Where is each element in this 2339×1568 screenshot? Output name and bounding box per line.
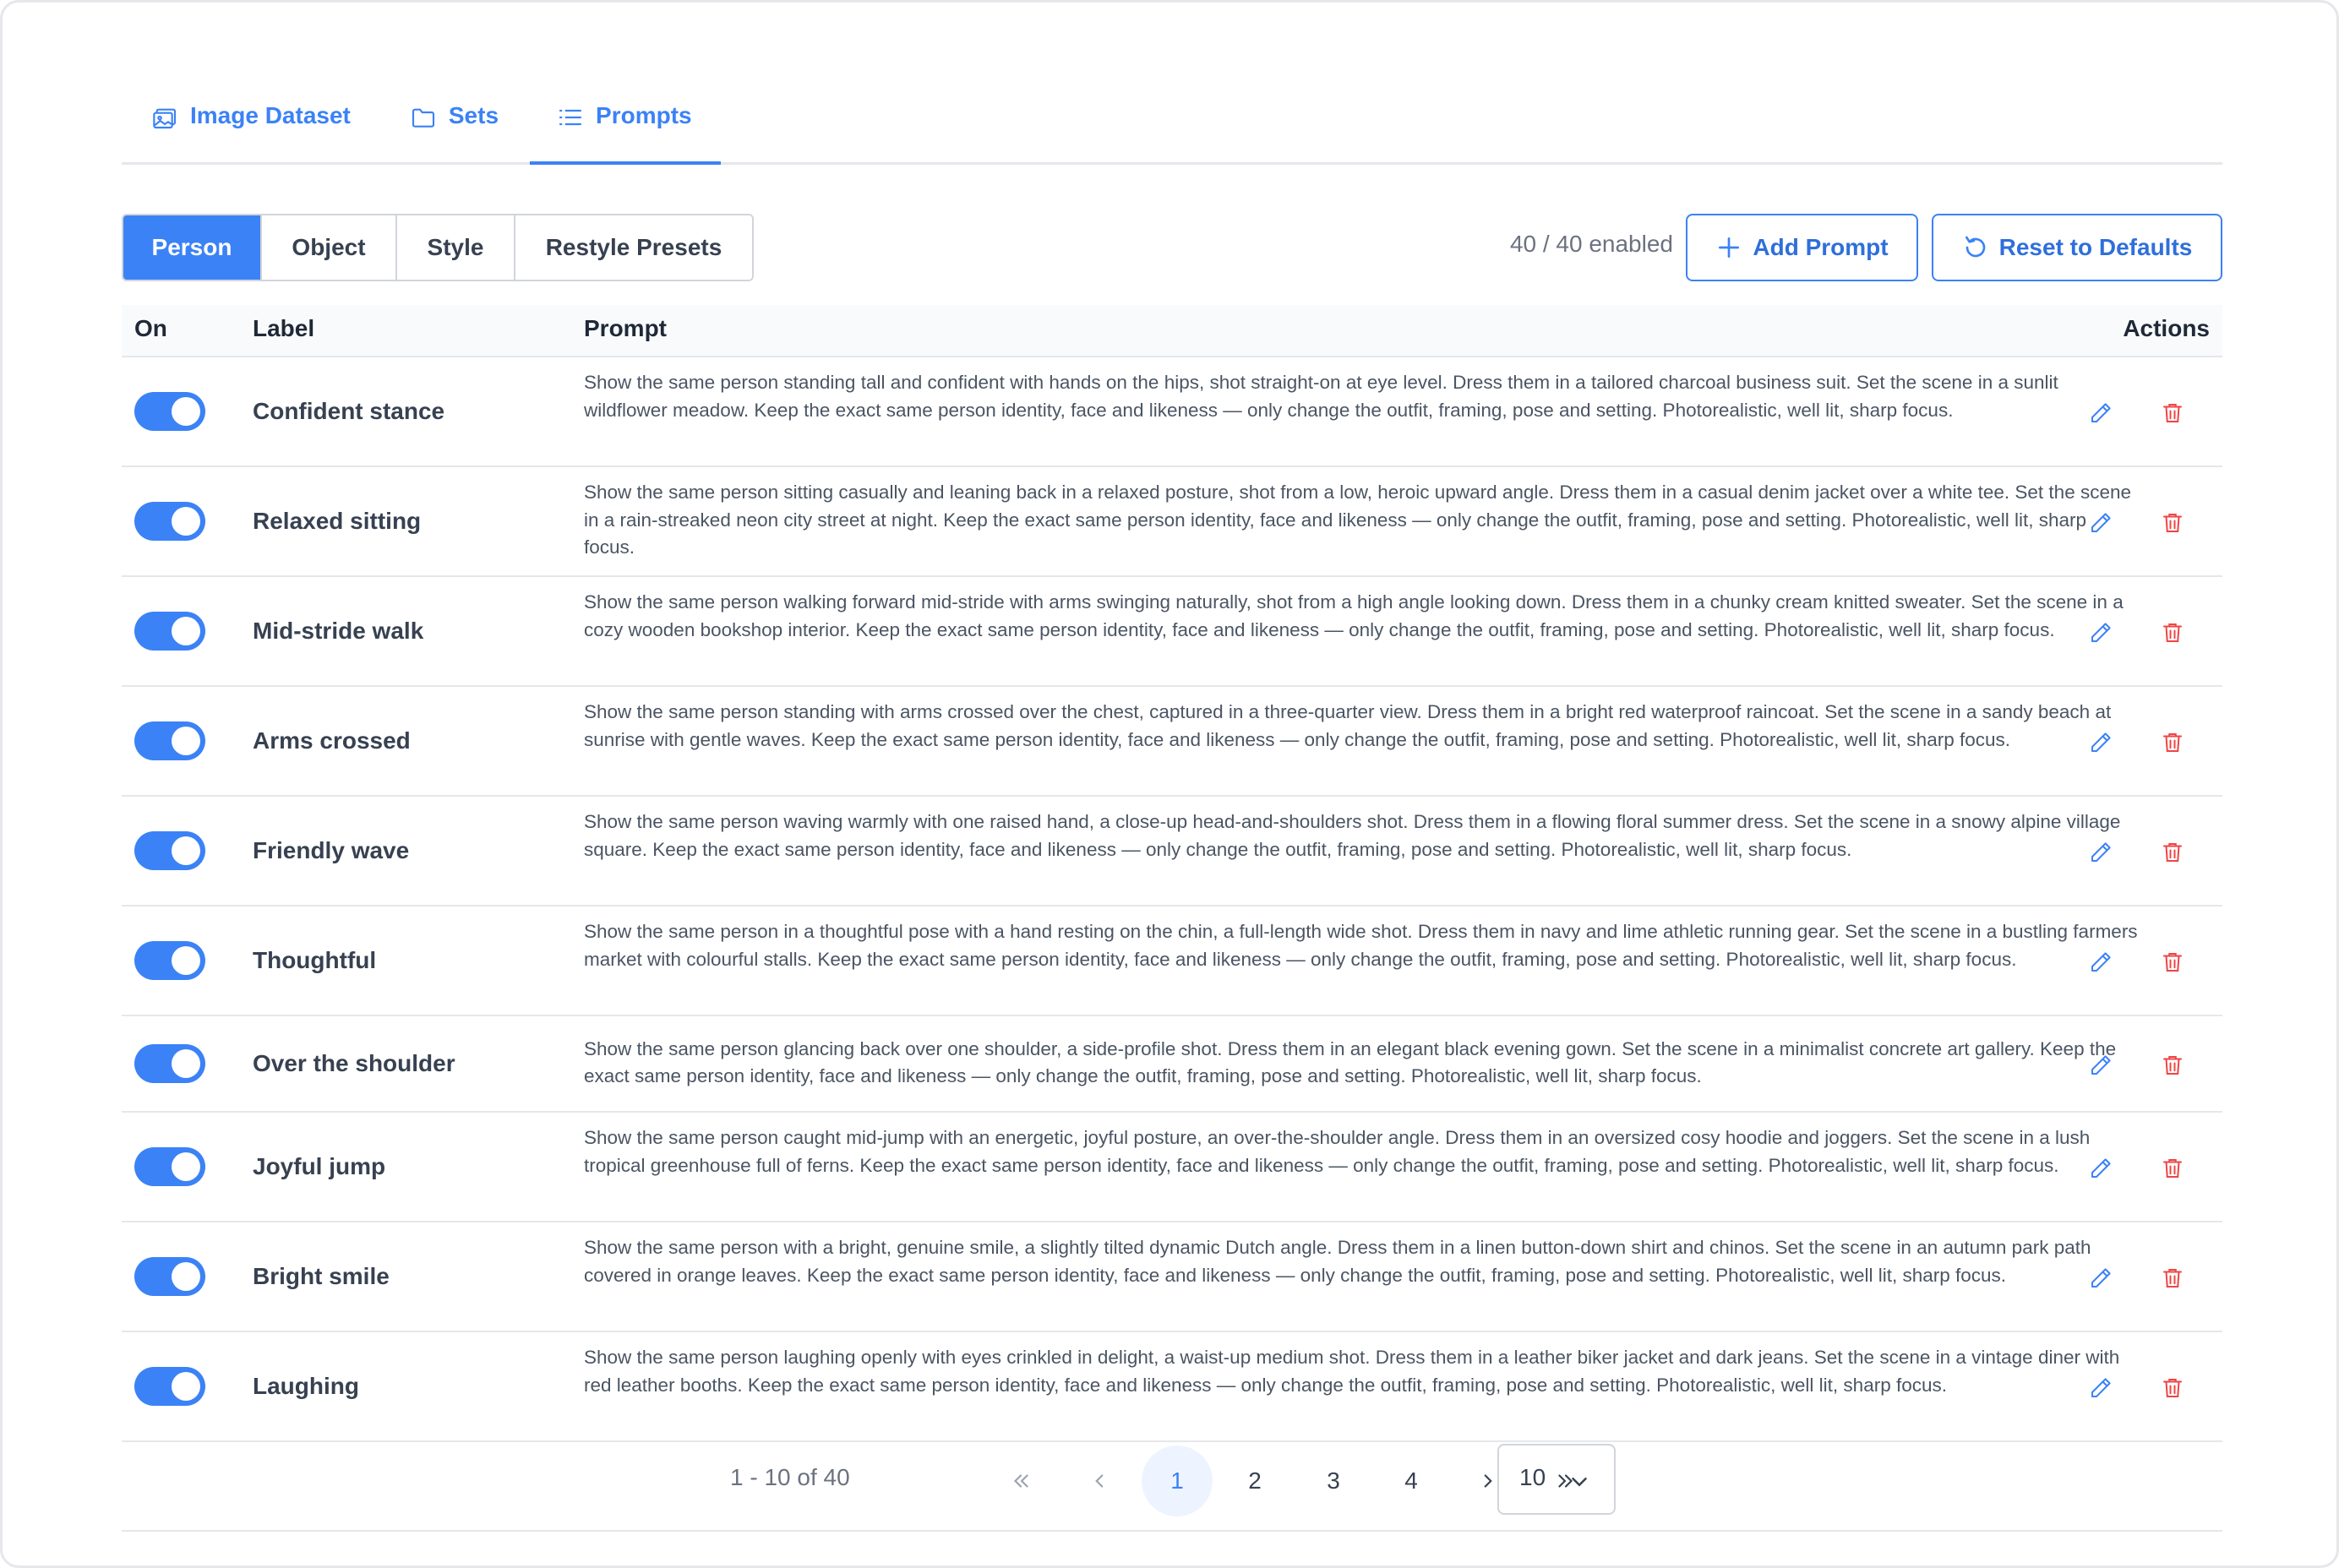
reset-label: Reset to Defaults	[1998, 234, 2193, 260]
enabled-toggle[interactable]	[134, 1147, 205, 1186]
pagination	[122, 1430, 2222, 1532]
category-object[interactable]: Object	[262, 215, 397, 280]
header-on: On	[134, 315, 167, 341]
prompt-label: Confident stance	[253, 398, 445, 424]
toggle-knob	[172, 946, 200, 975]
pagination-range: 1 - 10 of 40	[730, 1464, 850, 1490]
first-page-button[interactable]	[985, 1446, 1056, 1516]
toggle-knob	[172, 1262, 200, 1291]
prompt-text: Show the same person sitting casually and leaning back in a relaxed posture, shot from a low, heroic upward angle. Dress them in a casual denim jacket over a white tee. Set the scene in a rain-streaked neon city street at night. Keep the exact same person identity, face and likeness — only change the outfit, framing, pose and setting. Photorealistic, well lit, sharp focus.	[584, 482, 2132, 558]
category-style[interactable]: Style	[397, 215, 515, 280]
tab-sets[interactable]	[410, 84, 499, 165]
enabled-toggle[interactable]	[134, 831, 205, 870]
prompt-label: Thoughtful	[253, 947, 377, 973]
trash-icon[interactable]	[2160, 840, 2185, 865]
prompt-text: Show the same person walking forward mid-stride with arms swinging naturally, shot from a high angle looking down. Dress them in a chunky cream knitted sweater. Set the scene in a cozy wooden bookshop interior. Keep the exact same person identity, face and likeness — only change the outfit, framing, pose and setting. Photorealistic, well lit, sharp focus.	[584, 591, 2124, 640]
enabled-toggle[interactable]	[134, 941, 205, 980]
plus-icon	[1715, 234, 1742, 261]
header-label: Label	[253, 315, 315, 341]
edit-icon[interactable]	[2088, 950, 2113, 975]
edit-icon[interactable]	[2088, 510, 2113, 536]
prompt-label: Mid-stride walk	[253, 618, 424, 644]
tab-label: Prompts	[596, 102, 692, 128]
page-3-button[interactable]: 3	[1327, 1467, 1340, 1494]
list-icon	[557, 104, 584, 131]
table-row	[122, 1113, 2222, 1222]
add-prompt-button[interactable]	[1686, 214, 1918, 281]
enabled-toggle[interactable]	[134, 392, 205, 431]
double-chevron-left-icon	[1010, 1470, 1032, 1492]
main-tabs	[122, 84, 2222, 165]
edit-icon[interactable]	[2088, 840, 2113, 865]
prompt-label: Relaxed sitting	[253, 508, 422, 534]
category-restyle-presets[interactable]: Restyle Presets	[515, 215, 752, 280]
edit-icon[interactable]	[2088, 620, 2113, 645]
edit-icon[interactable]	[2088, 1156, 2113, 1181]
prompts-table-body	[122, 357, 2222, 1442]
enabled-toggle[interactable]	[134, 721, 205, 760]
trash-icon[interactable]	[2160, 1266, 2185, 1291]
prompt-text: Show the same person laughing openly with eyes crinkled in delight, a waist-up medium shot. Dress them in a leather biker jacket and dark jeans. Set the scene in a vintage diner with red leather booths. Keep the exact same person identity, face and likeness — only change the outfit, framing, pose and setting. Photorealistic, well lit, sharp focus.	[584, 1347, 2120, 1396]
toggle-knob	[172, 1049, 200, 1078]
edit-icon[interactable]	[2088, 1266, 2113, 1291]
table-row	[122, 906, 2222, 1016]
table-row	[122, 1016, 2222, 1113]
prompt-label: Laughing	[253, 1373, 359, 1399]
prompt-label: Arms crossed	[253, 727, 411, 754]
tab-image-dataset[interactable]	[151, 84, 351, 165]
enabled-toggle[interactable]	[134, 502, 205, 541]
trash-icon[interactable]	[2160, 950, 2185, 975]
prompt-text: Show the same person caught mid-jump with an energetic, joyful posture, an over-the-shoulder angle. Dress them in an oversized cosy hoodie and joggers. Set the scene in a lush tropical greenhouse full of ferns. Keep the exact same person identity, face and likeness — only change the outfit, framing, pose and setting. Photorealistic, well lit, sharp focus.	[584, 1127, 2091, 1176]
enabled-toggle[interactable]	[134, 612, 205, 651]
prompt-label: Bright smile	[253, 1263, 390, 1289]
table-header	[122, 305, 2222, 357]
trash-icon[interactable]	[2160, 510, 2185, 536]
prompt-text: Show the same person in a thoughtful pose with a hand resting on the chin, a full-length wide shot. Dress them in navy and lime athletic running gear. Set the scene in a bustling farmers market with colourful stalls. Keep the exact same person identity, face and likeness — only change the outfit, framing, pose and setting. Photorealistic, well lit, sharp focus.	[584, 921, 2138, 970]
chevron-left-icon	[1088, 1470, 1110, 1492]
toggle-knob	[172, 836, 200, 865]
enabled-toggle[interactable]	[134, 1367, 205, 1406]
page-4-button[interactable]: 4	[1404, 1467, 1418, 1494]
edit-icon[interactable]	[2088, 1375, 2113, 1401]
edit-icon[interactable]	[2088, 1053, 2113, 1078]
toggle-knob	[172, 1152, 200, 1181]
table-row	[122, 687, 2222, 797]
header-actions: Actions	[2123, 315, 2210, 341]
page-1-button[interactable]: 1	[1142, 1446, 1213, 1516]
enabled-toggle[interactable]	[134, 1257, 205, 1296]
trash-icon[interactable]	[2160, 1053, 2185, 1078]
edit-icon[interactable]	[2088, 400, 2113, 426]
tab-label: Sets	[448, 102, 499, 128]
category-switcher	[122, 214, 754, 281]
enabled-toggle[interactable]	[134, 1044, 205, 1083]
image-icon	[151, 104, 178, 131]
toggle-knob	[172, 617, 200, 645]
table-row	[122, 1222, 2222, 1332]
prompt-text: Show the same person with a bright, genuine smile, a slightly tilted dynamic Dutch angle. Dress them in a linen button-down shirt and chinos. Set the scene in an autumn park path covered in orange leaves. Keep the exact same person identity, face and likeness — only change the outfit, framing, pose and setting. Photorealistic, well lit, sharp focus.	[584, 1237, 2091, 1286]
reset-icon	[1962, 234, 1989, 261]
prompt-label: Friendly wave	[253, 837, 410, 863]
table-row	[122, 577, 2222, 687]
trash-icon[interactable]	[2160, 1375, 2185, 1401]
toggle-knob	[172, 727, 200, 755]
enabled-count: 40 / 40 enabled	[1509, 231, 1673, 257]
prompt-text: Show the same person waving warmly with one raised hand, a close-up head-and-shoulders shot. Dress them in a flowing floral summer dress. Set the scene in a snowy alpine village square. Keep the exact same person identity, face and likeness — only change the outfit, framing, pose and setting. Photorealistic, well lit, sharp focus.	[584, 811, 2121, 860]
tab-label: Image Dataset	[190, 102, 351, 128]
toggle-knob	[172, 507, 200, 536]
trash-icon[interactable]	[2160, 620, 2185, 645]
table-row	[122, 797, 2222, 906]
chevron-right-icon	[1477, 1470, 1499, 1492]
prompt-label: Over the shoulder	[253, 1050, 455, 1076]
prompt-text: Show the same person glancing back over one shoulder, a side-profile shot. Dress them in an elegant black evening gown. Set the scene in a minimalist concrete art gallery. Keep the exact same person identity, face and likeness — only change the outfit, framing, pose and setting. Photorealistic, well lit, sharp focus.	[584, 1037, 2117, 1086]
table-row	[122, 1332, 2222, 1442]
trash-icon[interactable]	[2160, 730, 2185, 755]
trash-icon[interactable]	[2160, 1156, 2185, 1181]
toggle-knob	[172, 397, 200, 426]
toggle-knob	[172, 1372, 200, 1401]
prev-page-button[interactable]	[1064, 1446, 1135, 1516]
per-page-value: 10	[1519, 1464, 1546, 1490]
chevron-down-icon	[1567, 1469, 1592, 1494]
prompt-text: Show the same person standing with arms crossed over the chest, captured in a three-quarter view. Dress them in a bright red waterproof raincoat. Set the scene in a sandy beach at sunrise with gentle waves. Keep the exact same person identity, face and likeness — only change the outfit, framing, pose and setting. Photorealistic, well lit, sharp focus.	[584, 701, 2112, 750]
header-prompt: Prompt	[584, 315, 667, 341]
page-2-button[interactable]: 2	[1248, 1467, 1262, 1494]
category-person[interactable]: Person	[123, 215, 262, 280]
table-row	[122, 467, 2222, 577]
tab-prompts[interactable]	[530, 84, 721, 165]
per-page-select[interactable]	[1497, 1444, 1616, 1515]
folder-icon	[410, 104, 437, 131]
prompt-text: Show the same person standing tall and confident with hands on the hips, shot straight-on at eye level. Dress them in a tailored charcoal business suit. Set the scene in a sunlit wildflower meadow. Keep the exact same person identity, face and likeness — only change the outfit, framing, pose and setting. Photorealistic, well lit, sharp focus.	[584, 372, 2058, 421]
prompt-label: Joyful jump	[253, 1153, 386, 1179]
reset-defaults-button[interactable]	[1932, 214, 2222, 281]
add-prompt-label: Add Prompt	[1753, 234, 1889, 260]
edit-icon[interactable]	[2088, 730, 2113, 755]
trash-icon[interactable]	[2160, 400, 2185, 426]
table-row	[122, 357, 2222, 467]
